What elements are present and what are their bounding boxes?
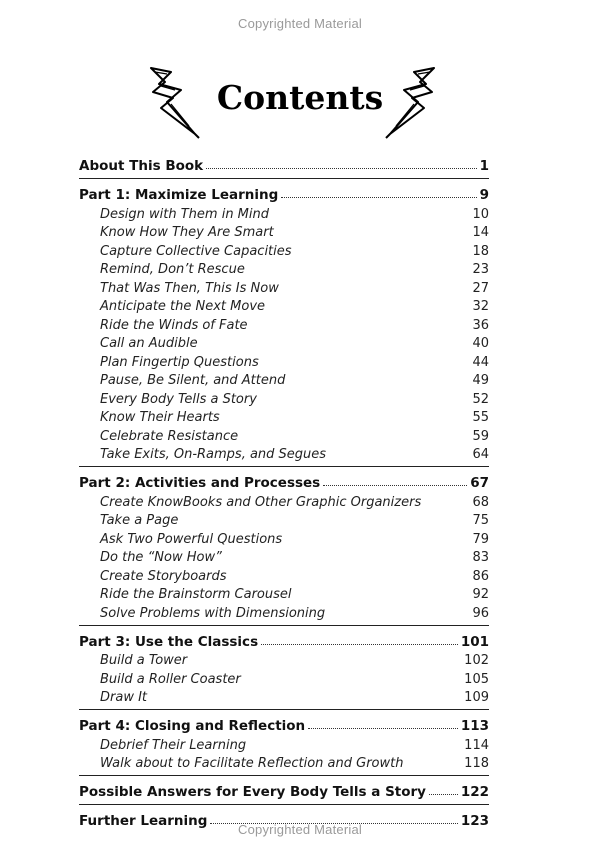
toc-page-number: 79: [472, 531, 489, 547]
toc-page-number: 101: [460, 633, 489, 650]
toc-page-number: 83: [472, 550, 489, 565]
toc-page-number: 102: [464, 653, 489, 668]
dot-leader: [261, 644, 458, 645]
toc-section-title: Part 1: Maximize Learning: [79, 187, 279, 203]
toc-section-title: Further Learning: [79, 813, 208, 829]
toc-entry: [79, 687, 489, 706]
toc-page-number: 27: [472, 280, 489, 296]
toc-page-number: 64: [472, 447, 489, 462]
toc-entry-title: Ride the Brainstorm Carousel: [100, 587, 292, 602]
toc-entry-title: Anticipate the Next Move: [100, 299, 266, 314]
toc-section: [79, 178, 489, 462]
copyright-watermark-bottom: Copyrighted Material: [238, 822, 362, 837]
toc-entry: [79, 259, 489, 278]
toc-page-number: 10: [472, 206, 489, 222]
toc-entry: [79, 547, 489, 566]
toc-section: [79, 466, 489, 621]
toc-page-number: 118: [464, 756, 489, 771]
dot-leader: [323, 485, 467, 486]
toc-page-number: 32: [472, 299, 489, 314]
toc-entry-title: Pause, Be Silent, and Attend: [100, 373, 286, 388]
toc-page-number: 105: [464, 671, 489, 687]
toc-page-number: 40: [472, 336, 489, 351]
table-of-contents: [79, 152, 489, 829]
toc-section: [79, 709, 489, 771]
toc-entry: [79, 444, 489, 463]
toc-page-number: 52: [472, 391, 489, 407]
toc-entry: [79, 333, 489, 352]
toc-entry-title: Create KnowBooks and Other Graphic Organizers: [100, 494, 422, 510]
toc-entry: [79, 753, 489, 772]
toc-entry: [79, 351, 489, 370]
toc-entry: [79, 388, 489, 407]
title-row: [0, 64, 600, 144]
toc-entry: [79, 734, 489, 753]
toc-page-number: 23: [472, 262, 489, 277]
toc-section-title: About This Book: [79, 158, 204, 174]
toc-entry: [79, 296, 489, 315]
toc-entry-title: Draw It: [100, 690, 148, 705]
toc-page-number: 96: [472, 605, 489, 621]
toc-page-number: 92: [472, 587, 489, 602]
toc-entry: [79, 602, 489, 621]
toc-page-number: 18: [472, 243, 489, 259]
dot-leader: [281, 197, 476, 198]
toc-section-title: Part 4: Closing and Reflection: [79, 718, 306, 734]
toc-entry-title: Walk about to Facilitate Reflection and Growth: [100, 756, 404, 771]
toc-page-number: 49: [472, 373, 489, 388]
toc-page-number: 114: [464, 737, 489, 753]
toc-entry-title: Solve Problems with Dimensioning: [100, 605, 326, 621]
toc-entry-title: Every Body Tells a Story: [100, 391, 257, 407]
toc-section-heading: [79, 712, 489, 734]
toc-entry-title: Do the “Now How”: [100, 550, 222, 565]
toc-entry: [79, 528, 489, 547]
toc-entry: [79, 584, 489, 603]
toc-entry: [79, 277, 489, 296]
toc-entry: [79, 370, 489, 389]
toc-page-number: 113: [460, 718, 489, 734]
page-title: Contents: [216, 78, 384, 117]
toc-section-heading: [79, 469, 489, 491]
toc-entry-title: Know Their Hearts: [100, 410, 220, 425]
toc-section: [79, 625, 489, 706]
toc-entry: [79, 314, 489, 333]
toc-page-number: 9: [479, 187, 489, 203]
lightning-bolt-icon: [380, 64, 440, 140]
toc-entry: [79, 222, 489, 241]
toc-section: [79, 775, 489, 800]
toc-entry-title: Ride the Winds of Fate: [100, 317, 248, 333]
toc-entry-title: Build a Tower: [100, 653, 188, 668]
toc-entry: [79, 650, 489, 669]
toc-entry-title: Debrief Their Learning: [100, 737, 247, 753]
dot-leader: [308, 728, 458, 729]
toc-page-number: 123: [460, 813, 489, 829]
toc-page-number: 86: [472, 568, 489, 584]
toc-entry: [79, 425, 489, 444]
toc-page-number: 36: [472, 317, 489, 333]
toc-page-number: 1: [479, 158, 489, 174]
toc-entry: [79, 203, 489, 222]
toc-page-number: 122: [460, 784, 489, 800]
toc-section-title: Possible Answers for Every Body Tells a Story: [79, 784, 426, 800]
toc-section-title: Part 3: Use the Classics: [79, 633, 259, 650]
toc-page-number: 55: [472, 410, 489, 425]
toc-section-heading: [79, 152, 489, 174]
toc-entry-title: Ask Two Powerful Questions: [100, 531, 283, 547]
dot-leader: [206, 168, 476, 169]
toc-page-number: 14: [472, 225, 489, 240]
toc-section-heading: [79, 628, 489, 650]
toc-entry-title: Know How They Are Smart: [100, 225, 274, 240]
toc-entry: [79, 240, 489, 259]
toc-entry-title: Celebrate Resistance: [100, 428, 239, 444]
toc-entry-title: Plan Fingertip Questions: [100, 354, 259, 370]
toc-entry: [79, 407, 489, 426]
toc-page-number: 67: [470, 475, 489, 491]
toc-entry-title: Remind, Don’t Rescue: [100, 262, 245, 277]
copyright-watermark-top: Copyrighted Material: [238, 16, 362, 31]
toc-entry-title: Create Storyboards: [100, 568, 227, 584]
toc-section-heading: [79, 181, 489, 203]
toc-entry: [79, 510, 489, 529]
toc-entry-title: Take Exits, On-Ramps, and Segues: [100, 447, 327, 462]
toc-entry-title: Take a Page: [100, 513, 179, 528]
toc-entry-title: Capture Collective Capacities: [100, 243, 292, 259]
dot-leader: [429, 794, 458, 795]
toc-entry-title: Call an Audible: [100, 336, 198, 351]
toc-entry: [79, 565, 489, 584]
toc-page-number: 68: [472, 494, 489, 510]
toc-page-number: 44: [472, 354, 489, 370]
toc-entry-title: Build a Roller Coaster: [100, 671, 241, 687]
toc-entry-title: Design with Them in Mind: [100, 206, 270, 222]
toc-entry: [79, 491, 489, 510]
toc-page-number: 109: [464, 690, 489, 705]
toc-section: [79, 152, 489, 174]
toc-page-number: 75: [472, 513, 489, 528]
toc-page-number: 59: [472, 428, 489, 444]
toc-section-heading: [79, 778, 489, 800]
toc-entry: [79, 668, 489, 687]
toc-section-title: Part 2: Activities and Processes: [79, 475, 321, 491]
toc-entry-title: That Was Then, This Is Now: [100, 280, 279, 296]
